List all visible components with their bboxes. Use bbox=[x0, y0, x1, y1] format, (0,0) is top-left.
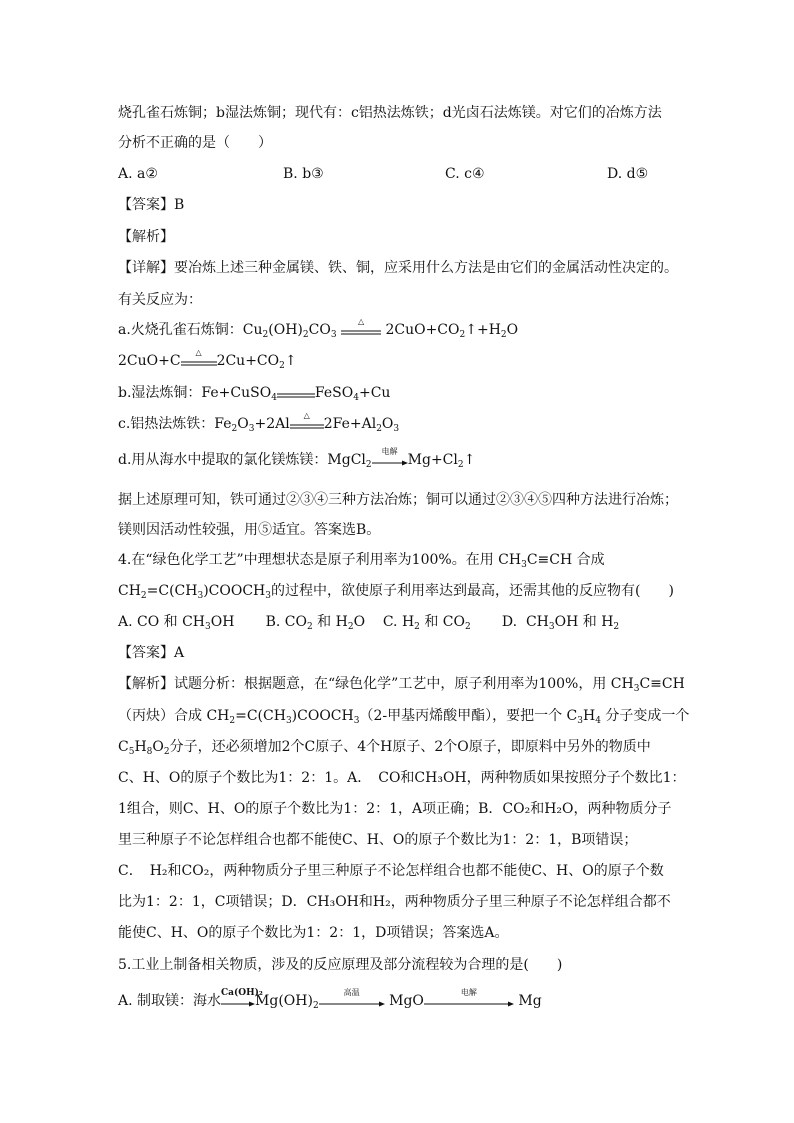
question-5-option-a: A. 制取镁：海水 Ca(OH)₂ $Mg(OH)_2$ 高温 MgO 电解 Mg bbox=[118, 988, 542, 1011]
electrolysis-condition: 电解 bbox=[381, 447, 398, 456]
high-temp-condition: 高温 bbox=[343, 988, 360, 997]
text-line: 镁则因活动性较强，用⑤适宜。答案选B。 bbox=[118, 522, 381, 538]
equation-a: a.火烧孔雀石炼铜：$Cu_2(OH)_2CO_3$ △ $2CuO+CO_2↑+H_2O$ bbox=[118, 317, 519, 340]
equation-a2: 2CuO+C △ $2Cu+CO_2↑$ bbox=[118, 348, 297, 371]
analysis-line: 【解析】试题分析：根据题意，在“绿色化学”工艺中，原子利用率为100%，用 $CH_3C\equiv CH$ bbox=[118, 676, 685, 694]
question-5: 5.工业上制备相关物质，涉及的反应原理及部分流程较为合理的是( ) bbox=[118, 957, 563, 973]
text-line: 分析不正确的是（ ） bbox=[118, 135, 272, 151]
text-line: 有关反应为： bbox=[118, 292, 202, 308]
analysis-line: 能使C、H、O的原子个数比为1：2：1，D项错误；答案选A。 bbox=[118, 925, 509, 941]
text-line: 据上述原理可知，铁可通过②③④三种方法冶炼；铜可以通过②③④⑤四种方法进行冶炼； bbox=[118, 492, 678, 508]
equation-d: d.用从海水中提取的氯化镁炼镁：MgCl$_2$ 电解 $Mg+Cl_2↑$ bbox=[118, 447, 476, 470]
heat-condition: △ bbox=[303, 411, 310, 420]
analysis-line: 1组合，则C、H、O的原子个数比为1：2：1，A项正确；B．CO₂和H₂O，两种物质分子 bbox=[118, 801, 672, 817]
caoh2-condition: Ca(OH)₂ bbox=[221, 988, 263, 998]
heat-condition: △ bbox=[357, 317, 365, 326]
equation-b: b.湿法炼铜：Fe+CuSO$_4$ FeSO$_4$+Cu bbox=[118, 385, 391, 403]
text-line: 烧孔雀石炼铜；b湿法炼铜；现代有：c铝热法炼铁；d光卤石法炼镁。对它们的冶炼方法 bbox=[118, 105, 662, 121]
question-4: 4.在“绿色化学工艺”中理想状态是原子利用率为100%。在用 $CH_3C\equiv CH$ 合成 bbox=[118, 552, 605, 570]
analysis-line: C． H₂和CO₂，两种物质分子里三种原子不论怎样组合也都不能使C、H、O的原子个数 bbox=[118, 863, 664, 879]
option-d: D. d⑤ bbox=[607, 166, 649, 182]
option-c: C. c④ bbox=[445, 166, 485, 182]
option-b: B. b③ bbox=[283, 166, 324, 182]
analysis-line: $C_5H_8O_2$分子，还必须增加2个C原子、4个H原子、2个O原子，即原料中另外的物质中 bbox=[118, 739, 651, 757]
answer-label: 【答案】A bbox=[118, 645, 185, 661]
analysis-label: 【解析】 bbox=[118, 229, 174, 245]
analysis-line: C、H、O的原子个数比为1：2：1。A． CO和CH₃OH，两种物质如果按照分子个数比1： bbox=[118, 770, 686, 786]
equation-c: c.铝热法炼铁：$Fe_2O_3+2Al$ △ $2Fe+Al_2O_3$ bbox=[118, 411, 400, 434]
analysis-line: 里三种原子不论怎样组合也都不能使C、H、O的原子个数比为1：2：1，B项错误； bbox=[118, 832, 638, 848]
option-a: A. a② bbox=[118, 166, 158, 182]
electrolysis-condition: 电解 bbox=[460, 988, 477, 997]
answer-label: 【答案】B bbox=[118, 197, 185, 213]
question-4-options: A. CO 和 $CH_3OH$ B. $CO_2$ 和 $H_2O$ C. $H_2$ 和 $CO_2$ D. $CH_3OH$ 和 $H_2$ bbox=[118, 614, 620, 632]
heat-condition: △ bbox=[195, 348, 202, 357]
text-line: 【详解】要冶炼上述三种金属镁、铁、铜，应采用什么方法是由它们的金属活动性决定的。 bbox=[118, 260, 678, 276]
analysis-line: 比为1：2：1，C项错误；D．CH₃OH和H₂，两种物质分子里三种原子不论怎样组合都不 bbox=[118, 894, 671, 910]
question-4-cont: $CH_2=C(CH_3)COOCH_3$的过程中，欲使原子利用率达到最高，还需其他的反应物有( ) bbox=[118, 583, 674, 601]
analysis-line: （丙炔）合成 $CH_2=C(CH_3)COOCH_3(2-$甲基丙烯酸甲酯），要把一个 $C_3H_4$ 分子变成一个 bbox=[118, 708, 690, 726]
